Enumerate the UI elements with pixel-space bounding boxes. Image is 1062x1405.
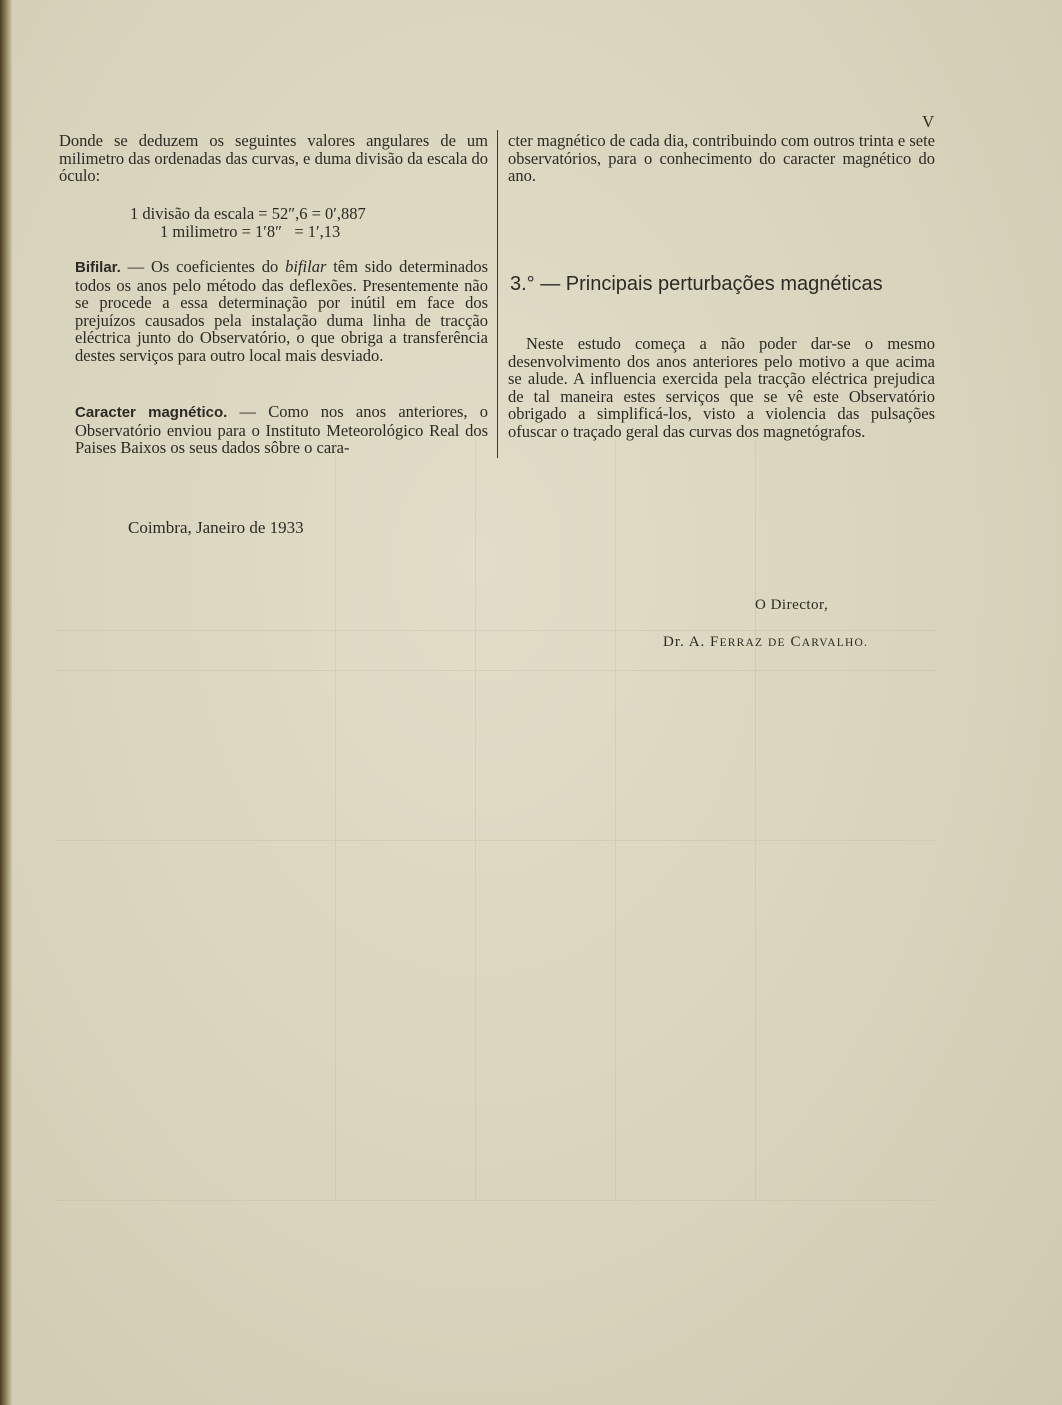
bifilar-italic: bifilar bbox=[285, 257, 327, 276]
caracter-paragraph bbox=[75, 403, 488, 457]
signature-initial: A. bbox=[688, 634, 706, 650]
bifilar-paragraph bbox=[75, 258, 488, 365]
signature-prefix: Dr. bbox=[663, 634, 685, 650]
equation-millimetre: 1 milimetro = 1′8″ = 1′,13 bbox=[160, 222, 341, 241]
intro-text: Donde se deduzem os seguintes valores angulares de um milimetro das ordenadas das curvas, e duma divisão da escala do óculo: bbox=[59, 131, 488, 186]
equation-scale-division: 1 divisão da escala = 52″,6 = 0′,887 bbox=[130, 204, 366, 223]
perturbations-text: Neste estudo começa a não poder dar-se o mesmo desenvolvimento dos anos anteriores pelo motivo a que acima se alude. A influencia exercida pela tracção eléctrica prejudica de tal maneira estes serviços que se vê este Observatório obrigado a simplificá-los, visto a violencia das pulsações ofuscar o traçado geral das curvas dos magnetógrafos. bbox=[508, 334, 935, 441]
signature-name-1: FERRAZ bbox=[710, 634, 764, 650]
perturbations-paragraph bbox=[508, 335, 935, 441]
place-date: Coimbra, Janeiro de 1933 bbox=[128, 518, 304, 537]
bifilar-text-a: — Os coeficientes do bbox=[120, 257, 286, 276]
continuation-text: cter magnético de cada dia, contribuindo com outros trinta e sete observatórios, para o conhecimento do caracter magnético do ano. bbox=[508, 131, 935, 186]
bifilar-heading: Bifilar. bbox=[75, 259, 121, 276]
caracter-text: — Como nos anos anteriores, o Observatório enviou para o Instituto Meteorológico Real dos Paises Baixos os seus dados sôbre o cara- bbox=[75, 402, 488, 458]
caracter-heading: Caracter magnético. bbox=[75, 404, 228, 421]
column-divider bbox=[497, 130, 498, 458]
book-spine bbox=[0, 0, 12, 1405]
right-continuation-paragraph bbox=[508, 132, 935, 185]
section-heading: 3.° — Principais perturbações magnéticas bbox=[510, 273, 883, 295]
left-intro-paragraph bbox=[59, 132, 488, 185]
signature-name-2: CARVALHO. bbox=[790, 634, 869, 650]
director-signature bbox=[663, 634, 868, 651]
director-title: O Director, bbox=[755, 597, 829, 613]
page-number: V bbox=[922, 112, 935, 131]
bifilar-text-b: têm sido determinados todos os anos pelo método das deflexões. Presentemente não se procede a essa determinação por inútil em face dos prejuízos causados pela instalação duma linha de tracção eléctrica junto do Observatório, o que obriga a transferência destes serviços para outro local mais desviado. bbox=[75, 257, 489, 365]
signature-de: DE bbox=[768, 637, 786, 649]
